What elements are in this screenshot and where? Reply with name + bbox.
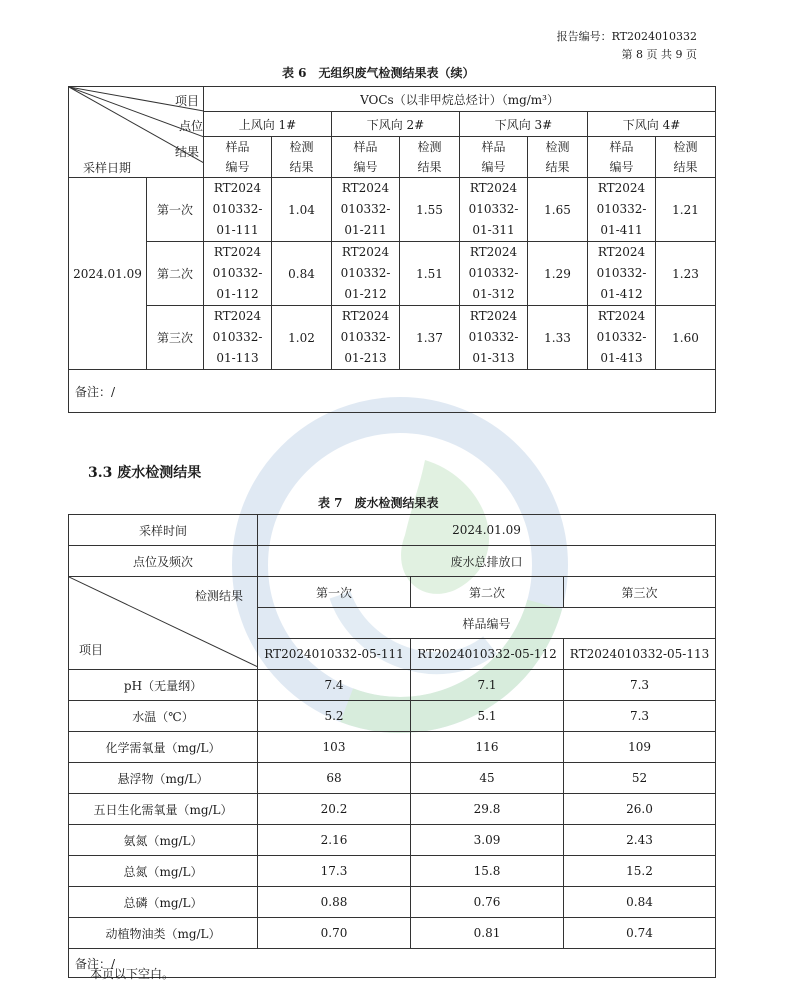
header-text: 编号 (609, 160, 634, 174)
id-part: RT2024 (341, 245, 390, 259)
table6-sample-header (332, 137, 400, 178)
result-value: 103 (258, 732, 411, 763)
table6-corner-cell (69, 87, 204, 178)
id-part: RT2024 (597, 181, 646, 195)
result-value: 17.3 (258, 856, 411, 887)
sample-id-2: RT2024010332-05-112 (411, 639, 564, 670)
sample-id-3: RT2024010332-05-113 (564, 639, 716, 670)
result-value: 0.88 (258, 887, 411, 918)
result-value: 0.70 (258, 918, 411, 949)
item-name: 悬浮物（mg/L） (69, 763, 258, 794)
sample-id (204, 306, 272, 370)
table6-point-2: 下风向 2# (332, 112, 460, 137)
table6-remark: 备注：/ (69, 370, 716, 413)
result-value: 15.8 (411, 856, 564, 887)
table7 (68, 514, 716, 978)
page-end-note: 本页以下空白。 (90, 967, 175, 981)
header-text: 检测 (673, 140, 698, 154)
id-part: RT2024 (213, 309, 262, 323)
item-name: 总磷（mg/L） (69, 887, 258, 918)
table6-corner-point: 点位 (178, 119, 203, 133)
result-value: 52 (564, 763, 716, 794)
result-value: 7.1 (411, 670, 564, 701)
header-text: 样品 (225, 140, 250, 154)
result-value: 109 (564, 732, 716, 763)
result-value: 1.04 (272, 178, 332, 242)
sample-number-label: 样品编号 (258, 608, 716, 639)
table6-sample-header (204, 137, 272, 178)
item-name: 化学需氧量（mg/L） (69, 732, 258, 763)
result-value: 116 (411, 732, 564, 763)
id-part: 01-312 (472, 287, 515, 301)
table7-remark: 备注：/ (69, 949, 716, 978)
id-part: 010332- (468, 266, 519, 280)
table6-sample-header (460, 137, 528, 178)
id-part: 01-212 (344, 287, 387, 301)
id-part: 010332- (212, 266, 263, 280)
sample-id (460, 306, 528, 370)
result-value: 3.09 (411, 825, 564, 856)
result-value: 2.43 (564, 825, 716, 856)
table7-caption: 表 7 废水检测结果表 (318, 496, 439, 510)
sample-id (332, 242, 400, 306)
result-value: 1.37 (400, 306, 460, 370)
id-part: 010332- (212, 202, 263, 216)
id-part: 01-313 (472, 351, 515, 365)
result-value: 7.4 (258, 670, 411, 701)
sample-id-1: RT2024010332-05-111 (258, 639, 411, 670)
table-row (69, 825, 716, 856)
report-number: 报告编号：RT2024010332 (556, 30, 697, 43)
result-value: 0.74 (564, 918, 716, 949)
section-title: 3.3 废水检测结果 (88, 465, 202, 481)
id-part: 010332- (340, 202, 391, 216)
result-value: 1.02 (272, 306, 332, 370)
table-row (69, 178, 716, 242)
header-text: 结果 (289, 160, 314, 174)
sampling-point-value: 废水总排放口 (258, 546, 716, 577)
id-part: 010332- (596, 330, 647, 344)
table6-parameter: VOCs（以非甲烷总烃计）（mg/m³） (204, 87, 716, 112)
header-text: 样品 (353, 140, 378, 154)
table6-date: 2024.01.09 (69, 178, 147, 370)
header-text: 结果 (417, 160, 442, 174)
sample-id (204, 242, 272, 306)
table6-corner-result: 结果 (174, 145, 199, 159)
table-row (69, 856, 716, 887)
table6-corner-item: 项目 (174, 94, 199, 108)
result-value: 1.29 (528, 242, 588, 306)
header-text: 结果 (673, 160, 698, 174)
table6-point-3: 下风向 3# (460, 112, 588, 137)
sampling-time-value: 2024.01.09 (258, 515, 716, 546)
header-text: 检测 (417, 140, 442, 154)
table6-point-4: 下风向 4# (588, 112, 716, 137)
table-row (69, 701, 716, 732)
table6-sample-header (588, 137, 656, 178)
table6-caption: 表 6 无组织废气检测结果表（续） (282, 66, 475, 80)
table-row (69, 242, 716, 306)
table6-corner-date: 采样日期 (83, 161, 132, 175)
row-label: 第二次 (147, 242, 204, 306)
result-value: 5.2 (258, 701, 411, 732)
item-name: 五日生化需氧量（mg/L） (69, 794, 258, 825)
point-frequency-label: 点位及频次 (69, 546, 258, 577)
id-part: RT2024 (213, 181, 262, 195)
table-row (69, 670, 716, 701)
sample-id (332, 178, 400, 242)
id-part: 01-113 (216, 351, 259, 365)
time-1: 第一次 (258, 577, 411, 608)
row-label: 第三次 (147, 306, 204, 370)
table6 (68, 86, 716, 413)
result-value: 0.84 (272, 242, 332, 306)
id-part: 010332- (596, 202, 647, 216)
page-number: 第 8 页 共 9 页 (621, 48, 697, 61)
table6-result-header (272, 137, 332, 178)
table-row (69, 763, 716, 794)
table6-result-header (656, 137, 716, 178)
id-part: RT2024 (341, 181, 390, 195)
table6-result-header (528, 137, 588, 178)
result-value: 1.60 (656, 306, 716, 370)
table-row (69, 918, 716, 949)
table-row (69, 732, 716, 763)
result-value: 0.84 (564, 887, 716, 918)
table-row (69, 306, 716, 370)
item-name: 氨氮（mg/L） (69, 825, 258, 856)
id-part: 01-311 (472, 223, 515, 237)
time-3: 第三次 (564, 577, 716, 608)
table7-corner-cell (69, 577, 258, 670)
sample-id (204, 178, 272, 242)
result-value: 5.1 (411, 701, 564, 732)
id-part: 010332- (340, 266, 391, 280)
sample-id (588, 306, 656, 370)
item-name: 总氮（mg/L） (69, 856, 258, 887)
id-part: 01-112 (216, 287, 259, 301)
table6-result-header (400, 137, 460, 178)
header-text: 检测 (289, 140, 314, 154)
sample-id (332, 306, 400, 370)
row-label: 第一次 (147, 178, 204, 242)
result-value: 20.2 (258, 794, 411, 825)
table6-point-1: 上风向 1# (204, 112, 332, 137)
result-value: 29.8 (411, 794, 564, 825)
item-name: 水温（℃） (69, 701, 258, 732)
result-value: 7.3 (564, 670, 716, 701)
header-text: 样品 (481, 140, 506, 154)
id-part: 010332- (468, 202, 519, 216)
id-part: 010332- (596, 266, 647, 280)
table7-corner-result: 检测结果 (194, 589, 243, 603)
result-value: 1.65 (528, 178, 588, 242)
result-value: 2.16 (258, 825, 411, 856)
sample-id (588, 178, 656, 242)
header-text: 样品 (609, 140, 634, 154)
result-value: 26.0 (564, 794, 716, 825)
id-part: 01-412 (600, 287, 643, 301)
id-part: 01-213 (344, 351, 387, 365)
result-value: 45 (411, 763, 564, 794)
header-text: 结果 (545, 160, 570, 174)
id-part: RT2024 (213, 245, 262, 259)
id-part: RT2024 (469, 309, 518, 323)
id-part: 01-211 (344, 223, 387, 237)
id-part: RT2024 (341, 309, 390, 323)
sampling-time-label: 采样时间 (69, 515, 258, 546)
sample-id (460, 242, 528, 306)
table7-corner-item: 项目 (79, 643, 104, 657)
result-value: 1.55 (400, 178, 460, 242)
result-value: 1.33 (528, 306, 588, 370)
sample-id (588, 242, 656, 306)
header-text: 编号 (353, 160, 378, 174)
table-row (69, 794, 716, 825)
header-text: 检测 (545, 140, 570, 154)
result-value: 15.2 (564, 856, 716, 887)
id-part: RT2024 (469, 181, 518, 195)
item-name: 动植物油类（mg/L） (69, 918, 258, 949)
id-part: 010332- (340, 330, 391, 344)
id-part: 01-111 (216, 223, 259, 237)
id-part: RT2024 (469, 245, 518, 259)
result-value: 68 (258, 763, 411, 794)
id-part: 01-411 (600, 223, 643, 237)
id-part: RT2024 (597, 245, 646, 259)
result-value: 1.51 (400, 242, 460, 306)
result-value: 1.23 (656, 242, 716, 306)
id-part: 01-413 (600, 351, 643, 365)
result-value: 0.81 (411, 918, 564, 949)
table-row (69, 887, 716, 918)
result-value: 0.76 (411, 887, 564, 918)
id-part: 010332- (212, 330, 263, 344)
time-2: 第二次 (411, 577, 564, 608)
result-value: 7.3 (564, 701, 716, 732)
id-part: RT2024 (597, 309, 646, 323)
header-text: 编号 (225, 160, 250, 174)
item-name: pH（无量纲） (69, 670, 258, 701)
sample-id (460, 178, 528, 242)
result-value: 1.21 (656, 178, 716, 242)
header-text: 编号 (481, 160, 506, 174)
id-part: 010332- (468, 330, 519, 344)
